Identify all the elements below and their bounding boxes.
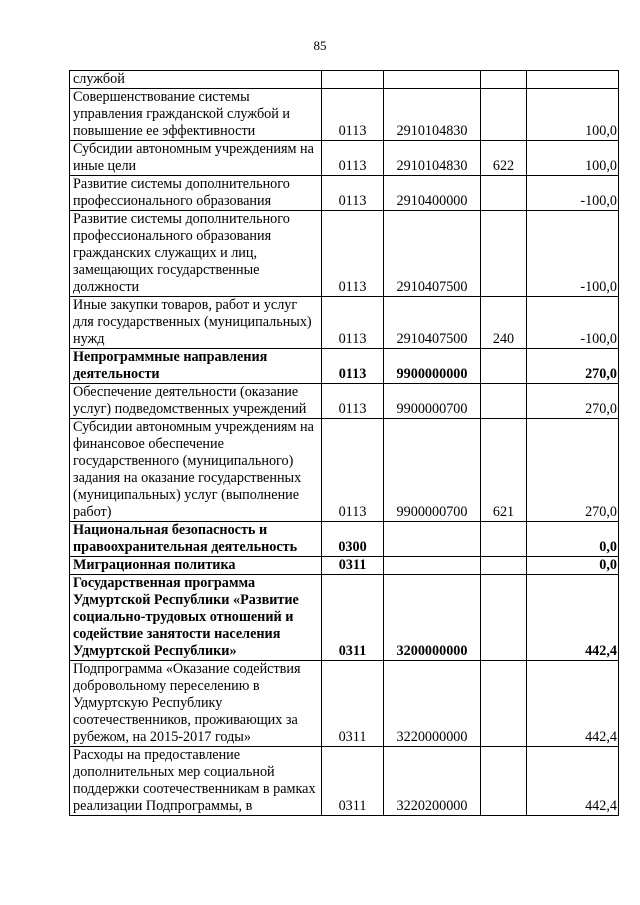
row-name-cell: Государственная программа Удмуртской Республики «Развитие социально-трудовых отношений и содействие занятости населения Удмуртской Республики» — [70, 575, 322, 661]
row-name-cell: Подпрограмма «Оказание содействия добровольному переселению в Удмуртскую Республику соотечественников, проживающих за рубежом, на 2015-2017 годы» — [70, 661, 322, 747]
row-name-cell: Обеспечение деятельности (оказание услуг) подведомственных учреждений — [70, 384, 322, 419]
row-type-cell: 622 — [481, 141, 527, 176]
row-section-cell: 0311 — [322, 661, 384, 747]
row-type-cell — [481, 522, 527, 557]
row-name-cell: Миграционная политика — [70, 557, 322, 575]
row-type-cell — [481, 176, 527, 211]
row-article-cell — [384, 522, 481, 557]
row-article-cell — [384, 71, 481, 89]
table-row — [70, 297, 619, 349]
row-section-cell: 0113 — [322, 297, 384, 349]
row-name-cell: Субсидии автономным учреждениям на финансовое обеспечение государственного (муниципального) задания на оказание государственных (муниципальных) услуг (выполнение работ) — [70, 419, 322, 522]
row-section-cell: 0311 — [322, 575, 384, 661]
row-type-cell — [481, 71, 527, 89]
table-row — [70, 141, 619, 176]
row-name-cell: Национальная безопасность и правоохранительная деятельность — [70, 522, 322, 557]
row-type-cell: 621 — [481, 419, 527, 522]
table-row — [70, 176, 619, 211]
row-sum-cell: 442,4 — [527, 575, 619, 661]
row-article-cell: 3200000000 — [384, 575, 481, 661]
budget-table — [69, 70, 619, 816]
row-name-cell: Субсидии автономным учреждениям на иные цели — [70, 141, 322, 176]
page-number: 85 — [313, 38, 327, 53]
row-article-cell: 2910104830 — [384, 89, 481, 141]
row-section-cell: 0113 — [322, 176, 384, 211]
row-section-cell: 0300 — [322, 522, 384, 557]
row-type-cell: 240 — [481, 297, 527, 349]
row-sum-cell: 442,4 — [527, 661, 619, 747]
table-row — [70, 661, 619, 747]
row-article-cell: 9900000000 — [384, 349, 481, 384]
row-type-cell — [481, 349, 527, 384]
row-sum-cell: 0,0 — [527, 557, 619, 575]
table-row — [70, 349, 619, 384]
row-section-cell: 0113 — [322, 419, 384, 522]
row-section-cell: 0113 — [322, 349, 384, 384]
row-section-cell — [322, 71, 384, 89]
row-article-cell: 2910407500 — [384, 211, 481, 297]
row-name-cell: Иные закупки товаров, работ и услуг для государственных (муниципальных) нужд — [70, 297, 322, 349]
row-article-cell: 3220200000 — [384, 747, 481, 816]
row-sum-cell: 270,0 — [527, 419, 619, 522]
row-article-cell: 9900000700 — [384, 384, 481, 419]
row-sum-cell: 0,0 — [527, 522, 619, 557]
table-row — [70, 522, 619, 557]
row-type-cell — [481, 557, 527, 575]
row-article-cell: 2910407500 — [384, 297, 481, 349]
row-name-cell: службой — [70, 71, 322, 89]
row-section-cell: 0311 — [322, 747, 384, 816]
row-article-cell: 3220000000 — [384, 661, 481, 747]
table-row — [70, 747, 619, 816]
table-row — [70, 557, 619, 575]
table-row — [70, 71, 619, 89]
row-article-cell — [384, 557, 481, 575]
row-name-cell: Совершенствование системы управления гражданской службой и повышение ее эффективности — [70, 89, 322, 141]
table-row — [70, 211, 619, 297]
table-row — [70, 575, 619, 661]
row-sum-cell: 270,0 — [527, 349, 619, 384]
row-type-cell — [481, 575, 527, 661]
row-section-cell: 0113 — [322, 89, 384, 141]
row-sum-cell — [527, 71, 619, 89]
table-row — [70, 419, 619, 522]
row-section-cell: 0113 — [322, 141, 384, 176]
table-row — [70, 89, 619, 141]
row-name-cell: Развитие системы дополнительного профессионального образования гражданских служащих и лиц, замещающих государственные должности — [70, 211, 322, 297]
budget-table-body — [70, 71, 619, 816]
row-sum-cell: -100,0 — [527, 176, 619, 211]
table-row — [70, 384, 619, 419]
row-type-cell — [481, 89, 527, 141]
row-section-cell: 0311 — [322, 557, 384, 575]
row-type-cell — [481, 661, 527, 747]
row-type-cell — [481, 384, 527, 419]
row-sum-cell: -100,0 — [527, 211, 619, 297]
row-sum-cell: -100,0 — [527, 297, 619, 349]
row-sum-cell: 100,0 — [527, 141, 619, 176]
row-type-cell — [481, 747, 527, 816]
row-sum-cell: 100,0 — [527, 89, 619, 141]
row-article-cell: 2910400000 — [384, 176, 481, 211]
row-sum-cell: 270,0 — [527, 384, 619, 419]
row-article-cell: 9900000700 — [384, 419, 481, 522]
row-sum-cell: 442,4 — [527, 747, 619, 816]
row-name-cell: Расходы на предоставление дополнительных мер социальной поддержки соотечественникам в рамках реализации Подпрограммы, в — [70, 747, 322, 816]
row-article-cell: 2910104830 — [384, 141, 481, 176]
row-section-cell: 0113 — [322, 384, 384, 419]
row-section-cell: 0113 — [322, 211, 384, 297]
row-type-cell — [481, 211, 527, 297]
row-name-cell: Развитие системы дополнительного профессионального образования — [70, 176, 322, 211]
row-name-cell: Непрограммные направления деятельности — [70, 349, 322, 384]
